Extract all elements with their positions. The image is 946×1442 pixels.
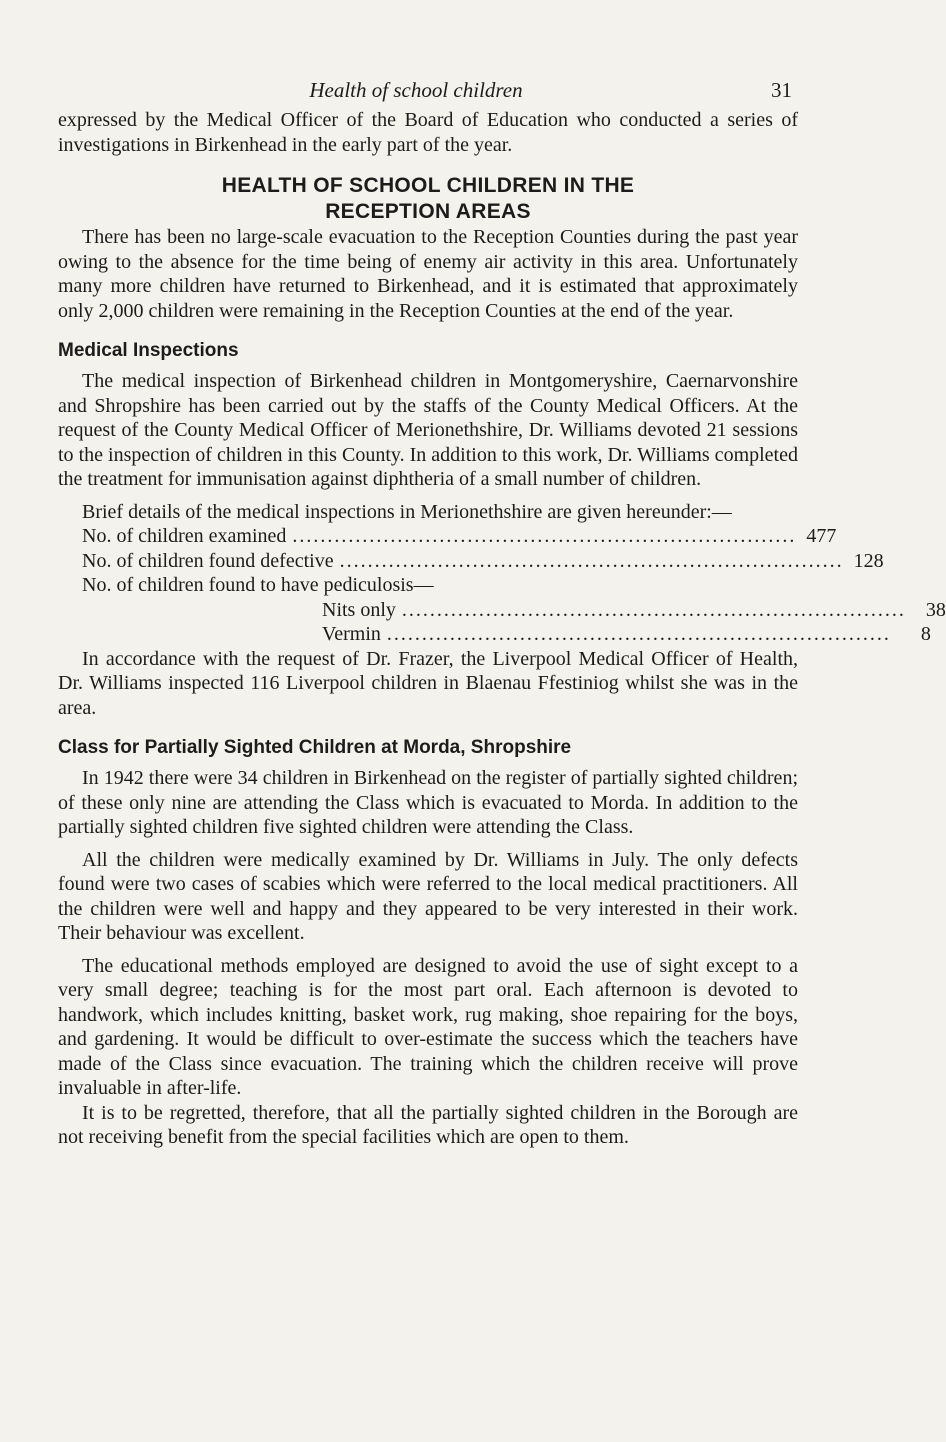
- stats-label: No. of children found to have pediculosis—: [82, 574, 434, 596]
- stats-value: 38: [925, 598, 946, 621]
- heading-line-2: RECEPTION AREAS: [325, 200, 531, 223]
- section-heading-reception: [58, 173, 798, 225]
- document-page: [58, 68, 946, 1150]
- inspections-paragraph-2: Brief details of the medical inspections in Merionethshire are given hereunder:—: [82, 500, 732, 523]
- stats-row-nits: [82, 598, 946, 623]
- stats-value: 477: [806, 525, 837, 547]
- section-heading-partially-sighted-class: Class for Partially Sighted Children at Morda, Shropshire: [58, 737, 572, 758]
- class-paragraph-1: In 1942 there were 34 children in Birkenhead on the register of partially sighted children; of these only nine are attending the Class which is evacuated to Morda. In addition to the partially sighted children five sighted children were attending the Class.: [58, 767, 798, 838]
- leader-dots: ........................................................................: [292, 525, 797, 547]
- stats-label: No. of children found defective: [82, 549, 334, 572]
- stats-row-vermin: [82, 622, 931, 647]
- section-heading-medical-inspections: Medical Inspections: [58, 340, 239, 361]
- intro-paragraph: expressed by the Medical Officer of the Board of Education who conducted a series of investigations in Birkenhead in the early part of the year.: [58, 109, 798, 156]
- page-number: 31: [771, 78, 792, 102]
- stats-value: 128: [853, 549, 884, 572]
- inspections-paragraph-3: In accordance with the request of Dr. Frazer, the Liverpool Medical Officer of Health, Dr. Williams inspected 116 Liverpool children in Blaenau Ffestiniog whilst she was in the area.: [58, 647, 798, 719]
- leader-dots: ........................................................................: [401, 598, 906, 621]
- heading-line-1: HEALTH OF SCHOOL CHILDREN IN THE: [221, 174, 635, 197]
- inspections-paragraph-1: The medical inspection of Birkenhead children in Montgomeryshire, Caernarvonshire and Shropshire has been carried out by the staffs of the County Medical Officers. At the request of the County Medical Officer of Merionethshire, Dr. Williams devoted 21 sessions to the inspection of children in this County. In addition to this work, Dr. Williams completed the treatment for immunisation against diphtheria of a small number of children.: [58, 370, 798, 490]
- class-paragraph-2: All the children were medically examined by Dr. Williams in July. The only defects found were two cases of scabies which were referred to the local medical practitioners. All the children were well and happy and they appeared to be very interested in their work. Their behaviour was excellent.: [58, 848, 798, 944]
- stats-label: No. of children examined: [82, 525, 287, 547]
- inspection-stats-list: [82, 524, 946, 647]
- reception-paragraph: There has been no large-scale evacuation to the Reception Counties during the past year owing to the absence for the time being of enemy air activity in this area. Unfortunately many more children have returned to Birkenhead, and it is estimated that approximately only 2,000 children were remaining in the Reception Counties at the end of the year.: [58, 226, 798, 322]
- stats-row-pediculosis: [82, 573, 762, 598]
- stats-row-examined: [82, 524, 837, 549]
- leader-dots: ........................................................................: [339, 549, 844, 572]
- stats-label: Nits only: [322, 598, 396, 621]
- stats-row-defective: [82, 549, 884, 574]
- stats-value: 8: [920, 623, 931, 645]
- stats-label: Vermin: [322, 623, 381, 645]
- class-paragraph-4: It is to be regretted, therefore, that all the partially sighted children in the Borough are not receiving benefit from the special facilities which are open to them.: [58, 1101, 798, 1148]
- running-header: [58, 68, 798, 108]
- running-title: Health of school children: [309, 78, 523, 102]
- leader-dots: ........................................................................: [386, 623, 891, 645]
- class-paragraph-3: The educational methods employed are designed to avoid the use of sight except to a very small degree; teaching is for the most part oral. Each afternoon is devoted to handwork, which includes knitting, basket work, rug making, shoe repairing for the boys, and gardening. It would be difficult to over-estimate the success which the teachers have made of the Class since evacuation. The training which the children receive will prove invaluable in after-life.: [58, 954, 798, 1099]
